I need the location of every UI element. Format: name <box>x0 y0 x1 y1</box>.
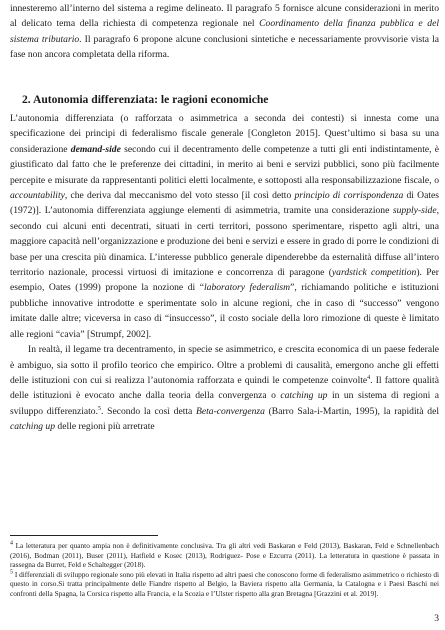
text-run: In realtà, il legame tra decentramento, in specie se asimmetrico, e crescita economica di un paese federale è ambiguo, sia sotto il profilo teorico che empirico. Oltre a problemi di causalità, emergono anche gli effetti delle istituzioni con cui si realizza l’autonomia rafforzata e quindi le competenze coinvolte <box>10 344 439 386</box>
footnote-ref-5[interactable]: 5 <box>98 405 101 412</box>
paragraph-2 <box>10 342 439 434</box>
text-run: in un sistema di regioni a sviluppo differenziato. <box>10 390 440 417</box>
text-run: ”, richiamando politiche e istituzioni pubbliche innovative introdotte e sperimentate solo in alcune regioni, che in caso di “successo” vengono imitate dalle altre; viceversa in caso di “insuccesso”, il costo sociale della loro rimozione di queste è limitato alle regioni “cavia” [Strumpf, 2002]. <box>10 282 440 340</box>
intro-paragraph-continued <box>10 1 439 62</box>
page-number: 3 <box>434 613 439 624</box>
text-run-italic: accountability <box>10 190 65 202</box>
text-run: secondo cui il decentramento delle competenze a tutti gli enti indistintamente, è giustificato dal fatto che le preferenze dei cittadini, in merito ai beni e servizi pubblici, sono più facilmente percepite e misurate da rappresentanti politici eletti localmente, e sottoposti alla responsabilizzazione fiscale, o <box>10 143 439 186</box>
footnote-5 <box>10 570 439 599</box>
text-run: . Il paragrafo 6 propone alcune conclusioni sintetiche e necessariamente provvisorie vista la fase non ancora completata della riforma. <box>10 33 440 60</box>
paragraph-1 <box>10 111 439 342</box>
text-run: di Oates (1972)]. L’autonomia differenziata aggiunge elementi di asimmetria, tramite una considerazione <box>10 190 439 217</box>
text-run-italic: demand-side <box>70 143 121 155</box>
section-heading: 2. Autonomia differenziata: le ragioni economiche <box>22 93 269 106</box>
text-run: (Barro Sala-i-Martin, 1995), la rapidità del <box>264 405 439 417</box>
text-run-italic: yardstick competition <box>331 267 417 279</box>
footnote-text: I differenziali di sviluppo regionale sono più elevati in Italia rispetto ad altri paesi che conoscono forme di federalismo asimmetrico o richiesto di questo in corso.Si tratta principalmente delle Fiandre rispetto al Belgio, la Baviera rispetto alla Germania, la Catalogna e i Paesi Baschi nei confronti della Spagna, la Corsica rispetto alla Francia, e la Scozia e l’Ulster rispetto alla gran Bretagna [Grazzini et al. 2019]. <box>10 569 439 598</box>
text-run: innesteremo all’interno del sistema a regime delineato. Il paragrafo 5 fornisce alcune considerazioni in merito al delicato tema della richiesta di competenza regionale nel <box>10 3 439 30</box>
footnote-text: La letteratura per quanto ampia non è definitivamente conclusiva. Tra gli altri vedi Baskaran e Feld (2013), Baskaran, Feld e Schnellenbach (2016), Bodman (2011), Buser (2011), Hatfield e Kosec (2013), Rodriguez- Pose e Ezcurra (2011). La letteratura in questione è passata in rassegna da Burret, Feld e Schaltegger (2018). <box>10 541 439 570</box>
footnote-divider <box>10 535 158 536</box>
footnote-mark: 5 <box>10 569 13 576</box>
text-run: ). Per esempio, Oates (1999) propone la nozione di “ <box>10 267 439 294</box>
text-run-italic: supply-side <box>392 205 437 217</box>
text-run: L’autonomia differenziata (o rafforzata o asimmetrica a seconda dei contesti) si innesta come una specificazione dei principi di federalismo fiscale generale [Congleton 2015]. Quest’ultimo si basa su una considerazione <box>10 113 439 155</box>
text-run-italic: catching up <box>10 421 56 433</box>
footnote-mark: 4 <box>10 540 13 547</box>
text-run-italic: catching up <box>280 390 328 402</box>
text-run: . Secondo la così detta <box>101 405 196 417</box>
footnote-4 <box>10 541 439 570</box>
text-run: , secondo cui alcuni enti decentrati, situati in certi territori, possono sperimentare, rispetto agli altri, una maggiore capacità nell’organizzazione e produzione dei beni e servizi e essere in grado di porre le condizioni di base per una crescita più dinamica. L’interesse pubblico generale dipenderebbe da esternalità diffuse all’intero territorio nazionale, processi virtuosi di imitazione e concorrenza di paragone ( <box>10 205 439 279</box>
section-body <box>10 111 439 435</box>
text-run: delle regioni più arretrate <box>55 421 155 433</box>
text-run-italic: laboratory federalism <box>203 282 291 294</box>
text-run-italic: principio di corrispondenza <box>294 190 404 202</box>
footnote-ref-4[interactable]: 4 <box>367 374 371 381</box>
footnotes <box>10 541 439 599</box>
text-run-italic: Beta-convergenza <box>196 405 265 417</box>
text-run: , che deriva dal meccanismo del voto stesso [il così detto <box>64 190 295 202</box>
text-run: . Il fattore qualità delle istituzioni è evocato anche dalla teoria della convergenza o <box>10 374 439 402</box>
text-run-italic: Coordinamento della finanza pubblica e del sistema tributario <box>10 18 439 45</box>
